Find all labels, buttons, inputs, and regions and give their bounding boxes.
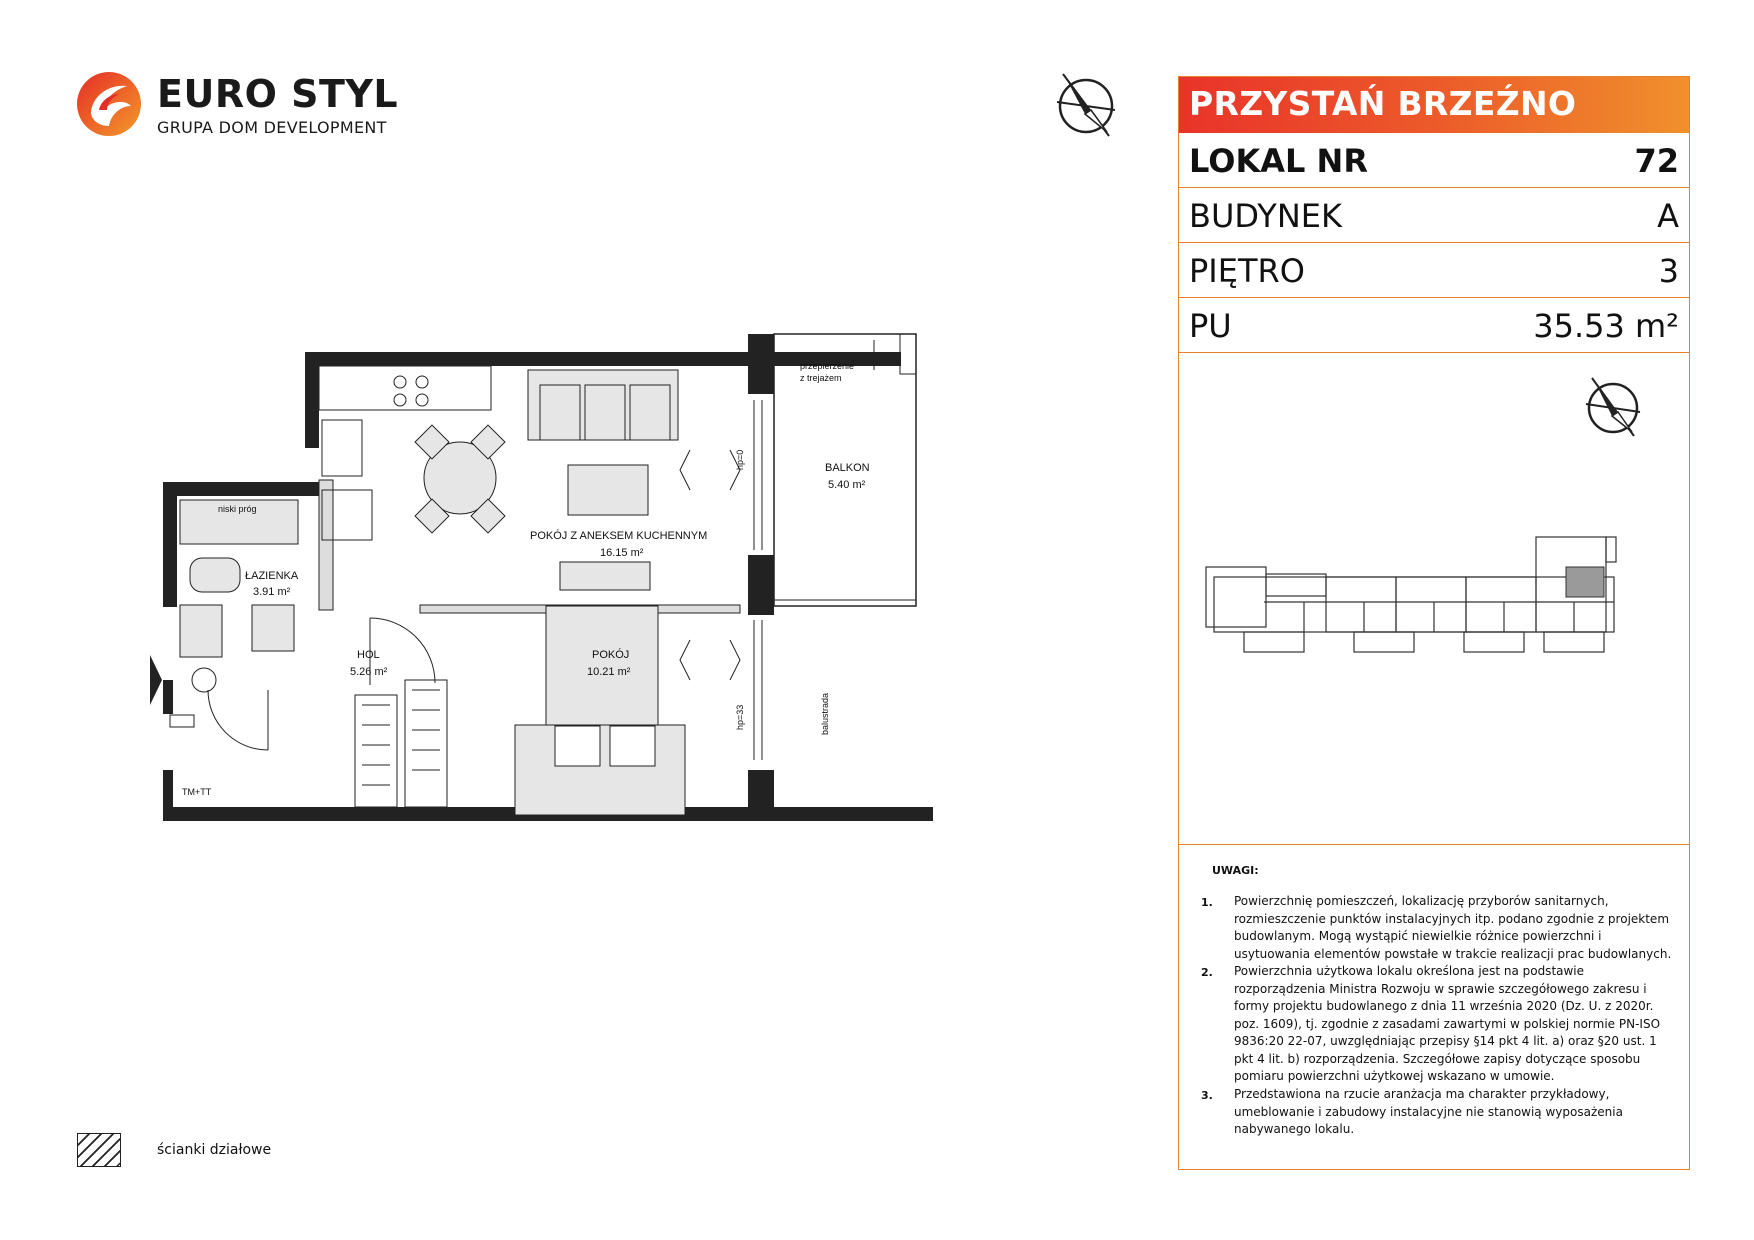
annotation-hp0: hp=0 <box>735 449 745 470</box>
note-2-text: Powierzchnia użytkowa lokalu określona jest na podstawie rozporządzenia Ministra Rozwoju w sprawie szczegółowego zakresu i formy projektu budowlanego z dnia 11 września 2020 (Dz. U. z 2020r. poz. 1609), tj. zgodnie z zasadami zawartymi w polskiej normie PN-ISO 9836:20 22-07, uwzględniając przepisy §14 pkt 4 lit. a) oraz §20 ust. 1 pkt 4 lit. b) rozporządzenia. Szczegółowe zapisy dotyczące sposobu pomiaru powierzchni użytkowej wskazano w umowie. <box>1234 964 1661 1083</box>
wardrobe-2 <box>405 680 447 807</box>
company-logo <box>75 70 399 140</box>
wardrobe-1 <box>355 695 397 807</box>
room-name-balcony: BALKON <box>825 462 870 474</box>
note-1-text: Powierzchnię pomieszczeń, lokalizację przyborów sanitarnych, rozmieszczenie punktów instalacyjnych itp. podano zgodnie z projektem budowlanym. Mogą wystąpić niewielkie różnice powierzchni i usytuowania elementów powstałe w trakcie realizacji prac budowlanych. <box>1234 894 1672 961</box>
building-key-plan <box>1204 532 1674 682</box>
highlighted-unit <box>1566 567 1604 597</box>
room-name-bathroom: ŁAZIENKA <box>245 570 299 582</box>
wall-bath-left <box>163 482 177 607</box>
partition-bath <box>319 480 333 610</box>
room-area-hall: 5.26 m² <box>350 666 388 678</box>
row-budynek <box>1179 188 1689 243</box>
row-budynek-label: BUDYNEK <box>1189 197 1342 235</box>
note-1-number: 1. <box>1201 896 1213 909</box>
legend-hatch-swatch <box>77 1133 121 1167</box>
annotation-tm-tt: TM+TT <box>182 787 212 797</box>
wall-mid-pillar <box>748 555 774 615</box>
row-lokal-value: 72 <box>1634 142 1679 180</box>
row-pietro-value: 3 <box>1658 252 1679 290</box>
balcony-railing-detail <box>900 334 916 374</box>
row-pu-label: PU <box>1189 307 1232 345</box>
notes-separator <box>1179 844 1689 845</box>
row-lokal-label: LOKAL NR <box>1189 142 1368 180</box>
room-name-hall: HOL <box>357 649 380 661</box>
room-area-bedroom: 10.21 m² <box>587 666 631 678</box>
notes-title: UWAGI: <box>1212 864 1259 877</box>
annotation-przepierzenie-2: z trejażem <box>800 373 842 383</box>
row-budynek-value: A <box>1657 197 1679 235</box>
wall-bath-top <box>163 482 319 496</box>
wall-kitchen-left <box>305 352 319 448</box>
row-lokal <box>1179 133 1689 188</box>
annotation-hp33: hp=33 <box>735 704 745 730</box>
legend-label: ścianki działowe <box>157 1142 272 1158</box>
row-pu <box>1179 298 1689 353</box>
room-area-balcony: 5.40 m² <box>828 479 866 491</box>
brand-name: EURO STYL <box>157 72 399 116</box>
row-pietro <box>1179 243 1689 298</box>
washing-machine <box>180 605 222 657</box>
note-2-number: 2. <box>1201 966 1213 979</box>
coffee-table <box>568 465 648 515</box>
note-3-number: 3. <box>1201 1089 1213 1102</box>
project-title: PRZYSTAŃ BRZEŹNO <box>1189 84 1577 123</box>
panel-compass-icon <box>1582 372 1644 442</box>
flame-logo-icon <box>75 70 143 138</box>
annotation-przepierzenie-1: przepierzenie <box>800 361 855 371</box>
wall-bottom-pillar <box>748 770 774 820</box>
room-area-living: 16.15 m² <box>600 547 644 559</box>
note-3-text: Przedstawiona na rzucie aranżacja ma charakter przykładowy, umeblowanie i zabudowy instalacyjne nie stanowią wyposażenia nabywanego lokalu. <box>1234 1087 1623 1136</box>
washbasin <box>252 605 294 651</box>
info-panel <box>1178 76 1690 1170</box>
wall-balcony-pillar-top <box>748 334 774 394</box>
annotation-balustrada: balustrada <box>820 692 830 735</box>
sofa <box>528 370 678 440</box>
room-name-living: POKÓJ Z ANEKSEM KUCHENNYM <box>530 530 708 542</box>
brand-subtitle: GRUPA DOM DEVELOPMENT <box>157 118 387 137</box>
annotation-niski-prog: niski próg <box>218 504 257 514</box>
room-name-bedroom: POKÓJ <box>592 649 630 661</box>
tv-cabinet <box>560 562 650 590</box>
north-compass-icon <box>1055 70 1117 140</box>
room-area-bathroom: 3.91 m² <box>253 586 291 598</box>
row-pu-value: 35.53 m² <box>1533 307 1679 345</box>
row-pietro-label: PIĘTRO <box>1189 252 1305 290</box>
project-title-bar <box>1179 77 1689 133</box>
entry-jamb-bottom <box>163 770 173 820</box>
entry-jamb <box>163 680 173 714</box>
kitchen-sink <box>322 420 362 476</box>
toilet <box>190 558 240 592</box>
